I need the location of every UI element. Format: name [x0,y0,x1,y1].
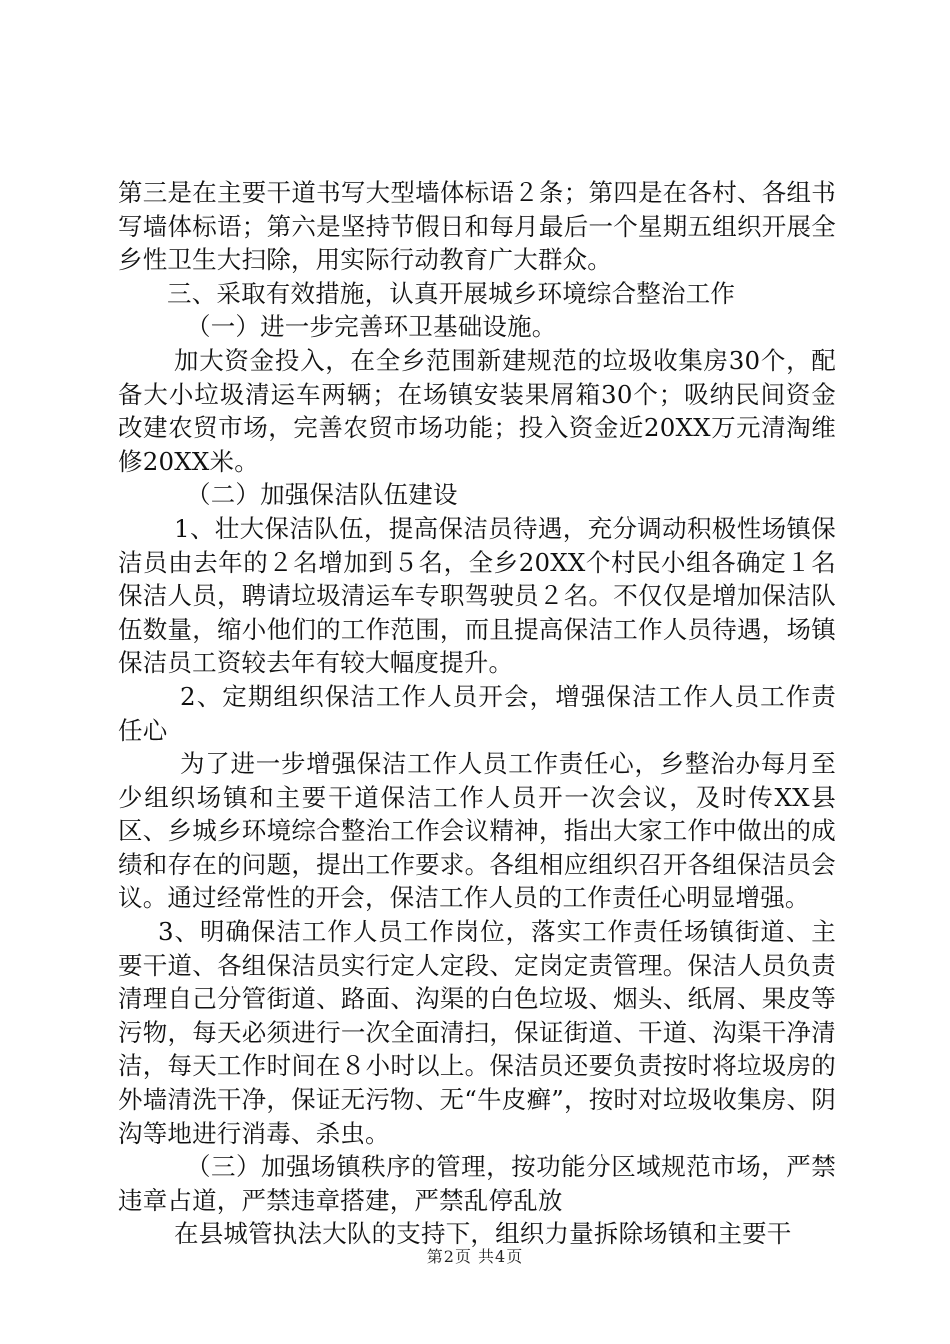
subsection-heading-one: （一）进一步完善环卫基础设施。 [186,312,557,342]
section-heading-three: 三、采取有效措施，认真开展城乡环境综合整治工作 [167,278,736,308]
subsection-heading-three: （三）加强场镇秩序的管理，按功能分区域规范市场，严禁违章占道，严禁违章搭建，严禁乱停乱放 [118,1152,836,1215]
subsection-heading-two: （二）加强保洁队伍建设 [186,480,458,510]
paragraph-funding: 加大资金投入，在全乡范围新建规范的垃圾收集房30个，配备大小垃圾清运车两辆；在场镇安装果屑箱30个；吸纳民间资金改建农贸市场，完善农贸市场功能；投入资金近20XX万元清淘维修20XX米。 [118,345,836,476]
paragraph-enforcement: 在县城管执法大队的支持下，组织力量拆除场镇和主要干 [174,1219,792,1249]
page-number-footer: 第2页 共4页 [426,1247,524,1266]
paragraph-meetings: 为了进一步增强保洁工作人员工作责任心，乡整治办每月至少组织场镇和主要干道保洁工作人员开一次会议，及时传XX县区、乡城乡环境综合整治工作会议精神，指出大家工作中做出的成绩和存在的问题，提出工作要求。各组相应组织召开各组保洁员会议。通过经常性的开会，保洁工作人员的工作责任心明显增强。 [118,749,836,913]
paragraph-posts: 3、明确保洁工作人员工作岗位，落实工作责任场镇街道、主要干道、各组保洁员实行定人定段、定岗定责管理。保洁人员负责清理自己分管街道、路面、沟渠的白色垃圾、烟头、纸屑、果皮等污物，每天必须进行一次全面清扫，保证街道、干道、沟渠干净清洁，每天工作时间在８小时以上。保洁员还要负责按时将垃圾房的外墙清洗干净，保证无污物、无“牛皮癣”，按时对垃圾收集房、阴沟等地进行消毒、杀虫。 [118,917,836,1148]
paragraph-meetings-heading: 2、定期组织保洁工作人员开会，增强保洁工作人员工作责任心 [118,681,836,745]
paragraph-slogans: 第三是在主要干道书写大型墙体标语２条；第四是在各村、各组书写墙体标语；第六是坚持节假日和每月最后一个星期五组织开展全乡性卫生大扫除，用实际行动教育广大群众。 [118,178,836,275]
paragraph-expand-team: 1、壮大保洁队伍，提高保洁员待遇，充分调动积极性场镇保洁员由去年的２名增加到５名，全乡20XX个村民小组各确定１名保洁人员，聘请垃圾清运车专职驾驶员２名。不仅仅是增加保洁队伍数量，缩小他们的工作范围，而且提高保洁工作人员待遇，场镇保洁员工资较去年有较大幅度提升。 [118,513,836,678]
document-body [118,176,836,1251]
